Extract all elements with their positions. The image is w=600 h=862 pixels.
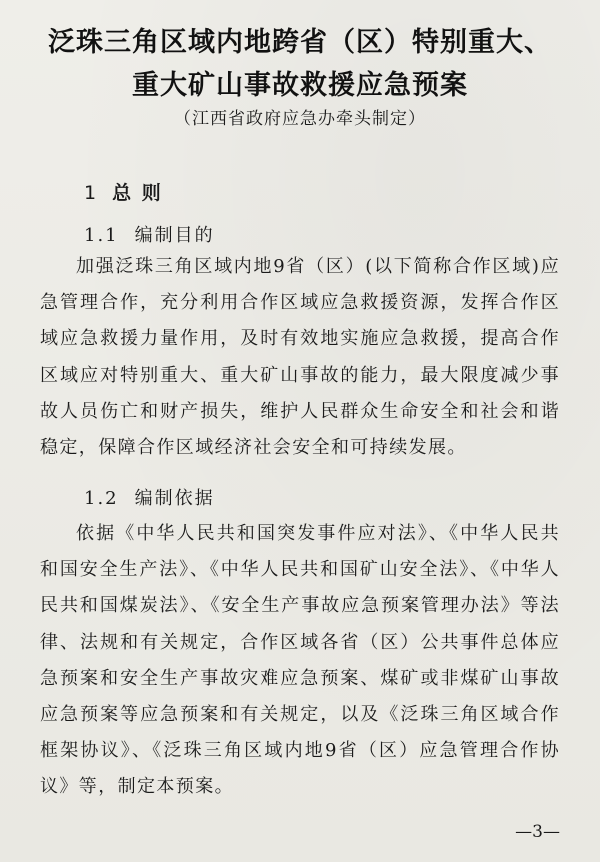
section-1-1-heading (84, 221, 215, 247)
document-subtitle: （江西省政府应急办牵头制定） (174, 109, 426, 129)
section-1-heading (84, 178, 163, 205)
section-1-2-heading (84, 484, 215, 510)
page-number: —3— (515, 822, 560, 842)
section-1-2-number: 1.2 (84, 488, 119, 509)
section-1-2-title: 编制依据 (134, 488, 215, 509)
document-title-line1: 泛珠三角区域内地跨省（区）特别重大、 (48, 27, 552, 58)
section-1-2-paragraph: 依据《中华人民共和国突发事件应对法》、《中华人民共和国安全生产法》、《中华人民共和国矿山安全法》、《中华人民共和国煤炭法》、《安全生产事故应急预案管理办法》等法律、法规和有关规定，合作区域各省（区）公共事件总体应急预案和安全生产事故灾难应急预案、煤矿或非煤矿山事故应急预案等应急预案和有关规定，以及《泛珠三角区域合作框架协议》、《泛珠三角区域内地9省（区）应急管理合作协议》等，制定本预案。 (40, 523, 560, 798)
section-1-1-title: 编制目的 (134, 225, 215, 246)
section-1-title: 总 则 (112, 182, 163, 204)
section-1-number: 1 (84, 182, 99, 204)
section-1-1-number: 1.1 (84, 225, 119, 246)
section-1-1-paragraph: 加强泛珠三角区域内地9省（区）(以下简称合作区域)应急管理合作，充分利用合作区域应急救援资源，发挥合作区域应急救援力量作用，及时有效地实施应急救援，提高合作区域应对特别重大、重大矿山事故的能力，最大限度减少事故人员伤亡和财产损失，维护人民群众生命安全和社会和谐稳定，保障合作区域经济社会安全和可持续发展。 (40, 256, 560, 459)
document-title-line2: 重大矿山事故救援应急预案 (132, 70, 468, 101)
